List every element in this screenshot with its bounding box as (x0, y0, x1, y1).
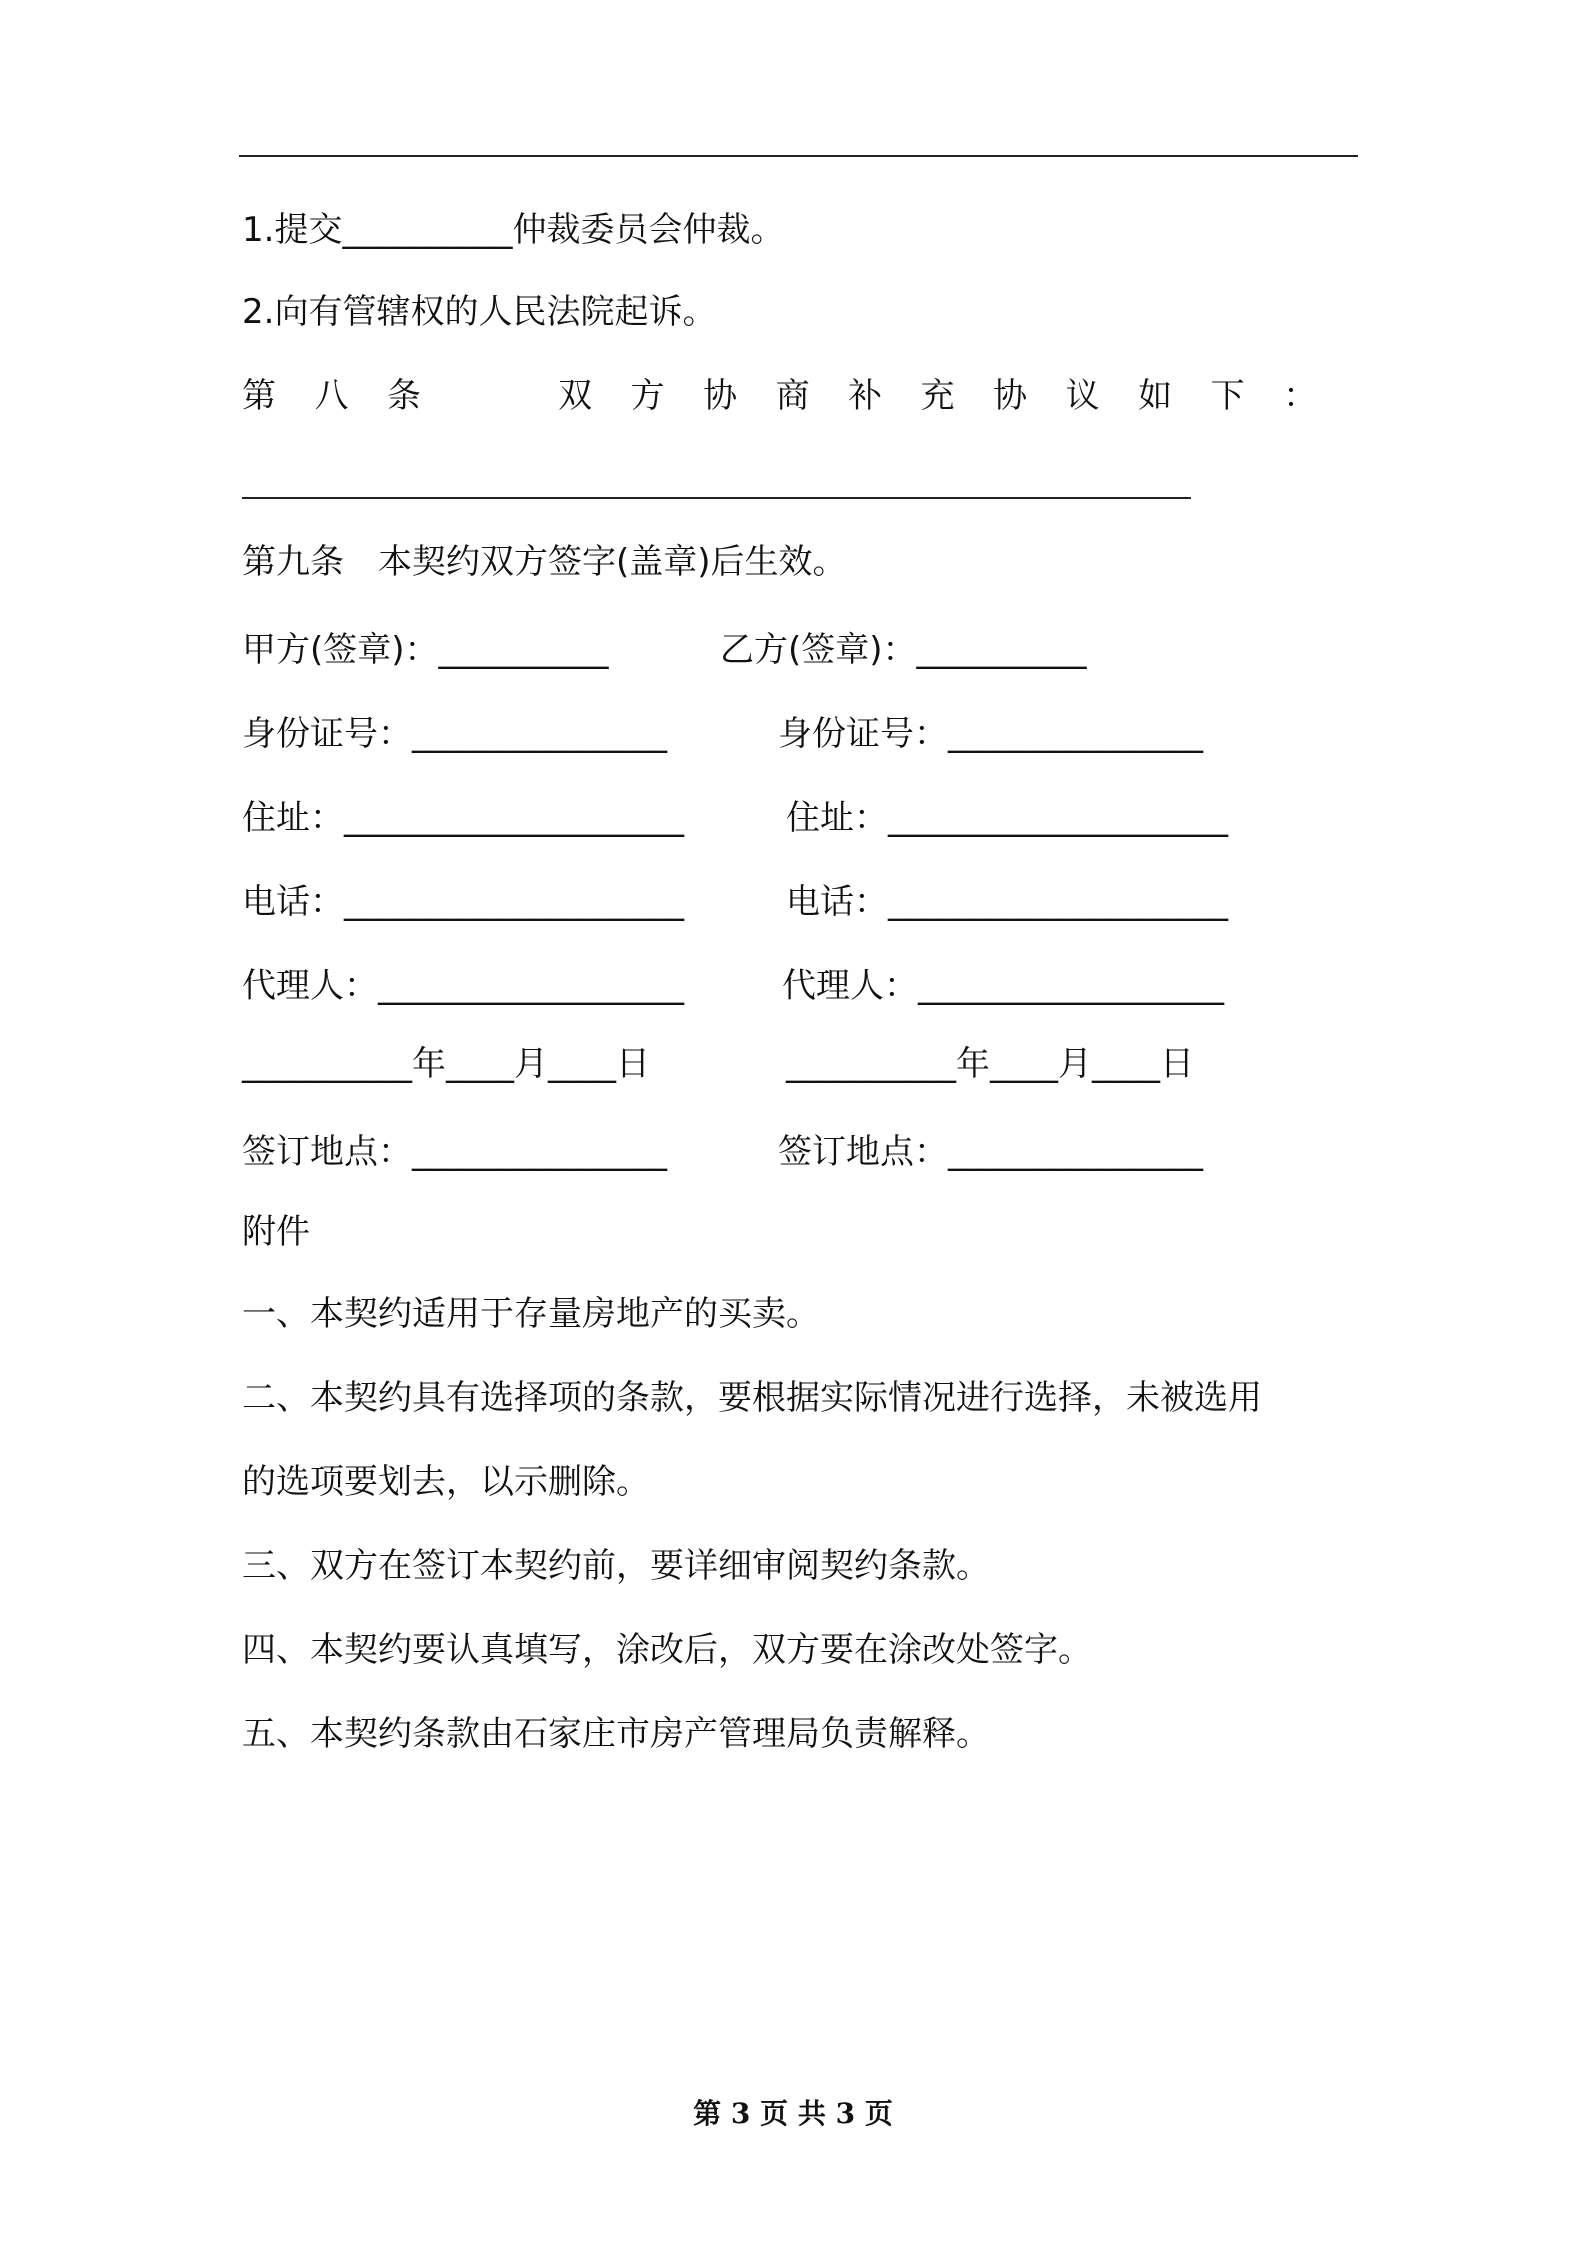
attachment-item-2-cont: 的选项要划去，以示删除。 (242, 1462, 650, 1502)
party-b-signature: 乙方(签章)：__________ (720, 630, 1087, 670)
party-a-signature: 甲方(签章)：__________ (242, 630, 609, 670)
party-a-address: 住址：____________________ (242, 798, 684, 838)
article-8: 第八条 双方协商补充协议如下： (242, 376, 1356, 416)
party-b-date: __________年____月____日 (786, 1044, 1194, 1084)
attachment-item-4: 四、本契约要认真填写，涂改后，双方要在涂改处签字。 (242, 1630, 1092, 1670)
supplement-blank-line (242, 497, 1191, 499)
party-a-date: __________年____月____日 (242, 1044, 650, 1084)
clause-arbitration: 1.提交__________仲裁委员会仲裁。 (242, 210, 785, 250)
attachment-item-5: 五、本契约条款由石家庄市房产管理局负责解释。 (242, 1714, 990, 1754)
attachment-item-3: 三、双方在签订本契约前，要详细审阅契约条款。 (242, 1546, 990, 1586)
party-b-address: 住址：____________________ (786, 798, 1228, 838)
party-a-phone: 电话：____________________ (242, 882, 684, 922)
party-b-place: 签订地点：_______________ (778, 1132, 1203, 1172)
party-a-id: 身份证号：_______________ (242, 714, 667, 754)
party-b-id: 身份证号：_______________ (778, 714, 1203, 754)
clause-court: 2.向有管辖权的人民法院起诉。 (242, 292, 717, 332)
party-b-phone: 电话：____________________ (786, 882, 1228, 922)
party-b-agent: 代理人：__________________ (782, 966, 1224, 1006)
header-rule (239, 155, 1358, 157)
article-9: 第九条 本契约双方签字(盖章)后生效。 (242, 542, 847, 582)
party-a-place: 签订地点：_______________ (242, 1132, 667, 1172)
attachment-title: 附件 (242, 1212, 310, 1252)
attachment-item-2: 二、本契约具有选择项的条款，要根据实际情况进行选择，未被选用 (242, 1378, 1262, 1418)
party-a-agent: 代理人：__________________ (242, 966, 684, 1006)
page-number: 第 3 页 共 3 页 (693, 2097, 893, 2130)
attachment-item-1: 一、本契约适用于存量房地产的买卖。 (242, 1294, 820, 1334)
